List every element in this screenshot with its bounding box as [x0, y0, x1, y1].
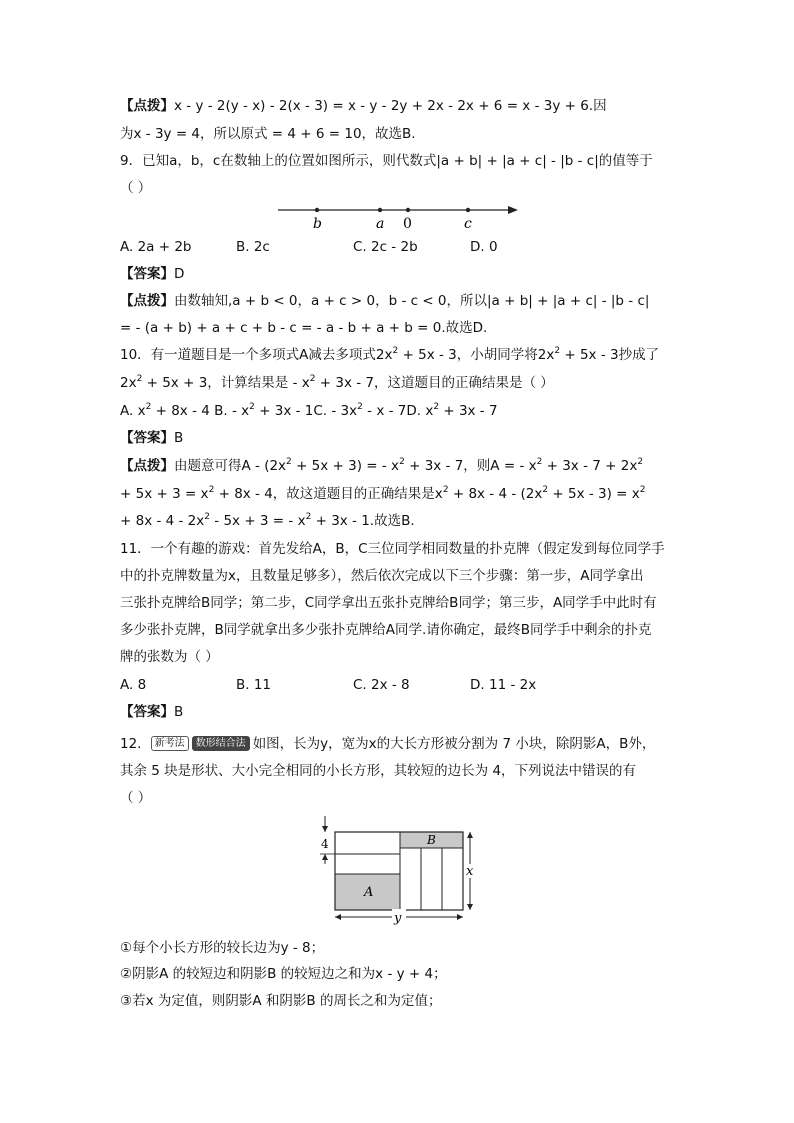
exponent: 2: [433, 402, 440, 412]
label-4: 4: [321, 837, 329, 851]
answer-value: B: [174, 430, 184, 446]
q10-stem-line1: [120, 345, 659, 365]
point-b: [315, 208, 319, 212]
q11-option-a: A. 8: [120, 677, 147, 693]
arrowhead: [457, 914, 463, 920]
statement-1: ①每个小长方形的较长边为y - 8；: [120, 940, 325, 956]
exponent: 2: [286, 457, 292, 467]
text: + 5x + 3，计算结果是 - x: [142, 375, 310, 391]
label-b: b: [313, 216, 322, 232]
text: - x - 7D. x: [362, 403, 434, 419]
q11-stem-line2: 中的扑克牌数量为x，且数量足够多），然后依次完成以下三个步骤：第一步，A同学拿出: [120, 568, 644, 584]
q9-option-c: C. 2c - 2b: [353, 239, 418, 255]
exponent: 2: [145, 402, 152, 412]
q8-hint-line1: [120, 96, 607, 116]
q9-option-d: D. 0: [470, 239, 498, 255]
answer-value: B: [174, 704, 184, 720]
q11-stem-line1: 11．一个有趣的游戏：首先发给A，B，C三位同学相同数量的扑克牌（假定发到每位同学手: [120, 541, 665, 557]
q11-stem-line3: 三张扑克牌给B同学；第二步，C同学拿出五张扑克牌给B同学；第三步，A同学手中此时有: [120, 595, 657, 611]
exponent: 2: [542, 485, 549, 495]
q9-answer: [120, 264, 184, 284]
text: 2x: [120, 375, 137, 391]
method-tag: 数形结合法: [192, 736, 250, 751]
q10-stem-line2: [120, 373, 554, 393]
text: + 5x - 3) = x: [548, 486, 640, 502]
text: + 3x - 7，则A = - x: [404, 458, 537, 474]
q8-hint-line2: 为x - 3y = 4，所以原式 = 4 + 6 = 10，故选B.: [120, 126, 416, 142]
hint-label: 【点拨】: [120, 458, 174, 474]
arrowhead: [322, 826, 328, 832]
hint-text: 由数轴知,a + b < 0，a + c > 0，b - c < 0，所以|a + b| + |a + c| - |b - c|: [174, 293, 650, 309]
q9-number-line: [270, 200, 530, 234]
q12-figure: [315, 812, 485, 928]
answer-label: 【答案】: [120, 430, 174, 446]
text: + 5x + 3 = x: [120, 486, 209, 502]
text: A. x: [120, 403, 146, 419]
label-zero: 0: [403, 216, 412, 232]
q11-stem-line4: 多少张扑克牌，B同学就拿出多少张扑克牌给A同学.请你确定，最终B同学手中剩余的扑克: [120, 622, 652, 638]
exponent: 2: [637, 457, 644, 467]
q10-hint-line3: [120, 511, 415, 531]
text: + 5x - 3，小胡同学将2x: [398, 347, 555, 363]
question-number: 12．: [120, 736, 151, 752]
q11-option-c: C. 2x - 8: [353, 677, 410, 693]
text: + 8x - 4 B. - x: [151, 403, 250, 419]
text: + 8x - 4 - 2x: [120, 513, 205, 529]
text: + 3x - 7，这道题目的正确结果是（ ）: [315, 375, 554, 391]
q10-answer: [120, 428, 183, 448]
exponent: 2: [536, 457, 543, 467]
text: 10．有一道题目是一个多项式A减去多项式2x: [120, 347, 393, 363]
q10-hint-line2: [120, 484, 646, 504]
text: + 5x + 3) = - x: [291, 458, 400, 474]
exponent: 2: [442, 485, 449, 495]
q12-stem-line2: 其余 5 块是形状、大小完全相同的小长方形，其较短的边长为 4，下列说法中错误的有: [120, 763, 637, 779]
text: + 3x - 1C. - 3x: [254, 403, 358, 419]
exponent: 2: [208, 485, 215, 495]
new-method-tag: 新考法: [151, 736, 189, 751]
answer-label: 【答案】: [120, 266, 174, 282]
exponent: 2: [399, 457, 405, 467]
text: + 3x - 7 + 2x: [542, 458, 638, 474]
label-a: a: [376, 216, 385, 232]
text: + 3x - 7: [439, 403, 498, 419]
text: 如图，长为y，宽为x的大长方形被分割为 7 小块，除阴影A，B外，: [252, 736, 656, 752]
exponent: 2: [554, 346, 561, 356]
arrowhead: [467, 832, 473, 838]
arrowhead: [467, 904, 473, 910]
q9-hint-line1: [120, 291, 649, 311]
text: + 8x - 4，故这道题目的正确结果是x: [214, 486, 443, 502]
exponent: 2: [204, 512, 210, 522]
exponent: 2: [249, 402, 255, 412]
statement-2: ②阴影A 的较短边和阴影B 的较短边之和为x - y + 4；: [120, 966, 447, 982]
q12-stem-line3: （ ）: [120, 790, 152, 806]
q9-hint-line2: = - (a + b) + a + c + b - c = - a - b + a + b = 0.故选D.: [120, 320, 488, 336]
label-x: x: [466, 864, 474, 879]
q12-stem-line1: [120, 734, 655, 754]
exponent: 2: [309, 374, 316, 384]
q9-option-a: A. 2a + 2b: [120, 239, 192, 255]
point-zero: [406, 208, 410, 212]
answer-label: 【答案】: [120, 704, 174, 720]
statement-3: ③若x 为定值，则阴影A 和阴影B 的周长之和为定值；: [120, 993, 442, 1009]
q11-stem-line5: 牌的张数为（ ）: [120, 649, 219, 665]
text: + 3x - 1.故选B.: [311, 513, 415, 529]
text: - 5x + 3 = - x: [210, 513, 306, 529]
arrowhead: [322, 854, 328, 860]
exponent: 2: [305, 512, 312, 522]
hint-label: 【点拨】: [120, 293, 174, 309]
hint-label: 【点拨】: [120, 98, 174, 114]
q11-answer: [120, 702, 183, 722]
exponent: 2: [357, 402, 363, 412]
label-y: y: [394, 911, 402, 926]
q10-options: [120, 401, 498, 421]
q9-stem-line1: 9．已知a，b，c在数轴上的位置如图所示，则代数式|a + b| + |a + c| - |b - c|的值等于: [120, 153, 653, 169]
answer-value: D: [174, 266, 185, 282]
point-a: [378, 208, 382, 212]
q9-option-b: B. 2c: [236, 239, 270, 255]
hint-text: x - y - 2(y - x) - 2(x - 3) = x - y - 2y + 2x - 2x + 6 = x - 3y + 6.因: [174, 98, 607, 114]
exponent: 2: [136, 374, 143, 384]
q11-option-d: D. 11 - 2x: [470, 677, 537, 693]
text: 由题意可得A - (2x: [174, 458, 287, 474]
text: + 5x - 3抄成了: [560, 347, 660, 363]
label-c: c: [464, 216, 472, 232]
arrowhead: [335, 914, 341, 920]
exponent: 2: [392, 346, 399, 356]
q10-hint-line1: [120, 456, 643, 476]
q11-option-b: B. 11: [236, 677, 272, 693]
text: + 8x - 4 - (2x: [448, 486, 543, 502]
label-a: A: [364, 885, 374, 900]
point-c: [466, 208, 470, 212]
exponent: 2: [639, 485, 646, 495]
q9-stem-line2: （ ）: [120, 180, 152, 196]
label-b: B: [427, 833, 436, 847]
